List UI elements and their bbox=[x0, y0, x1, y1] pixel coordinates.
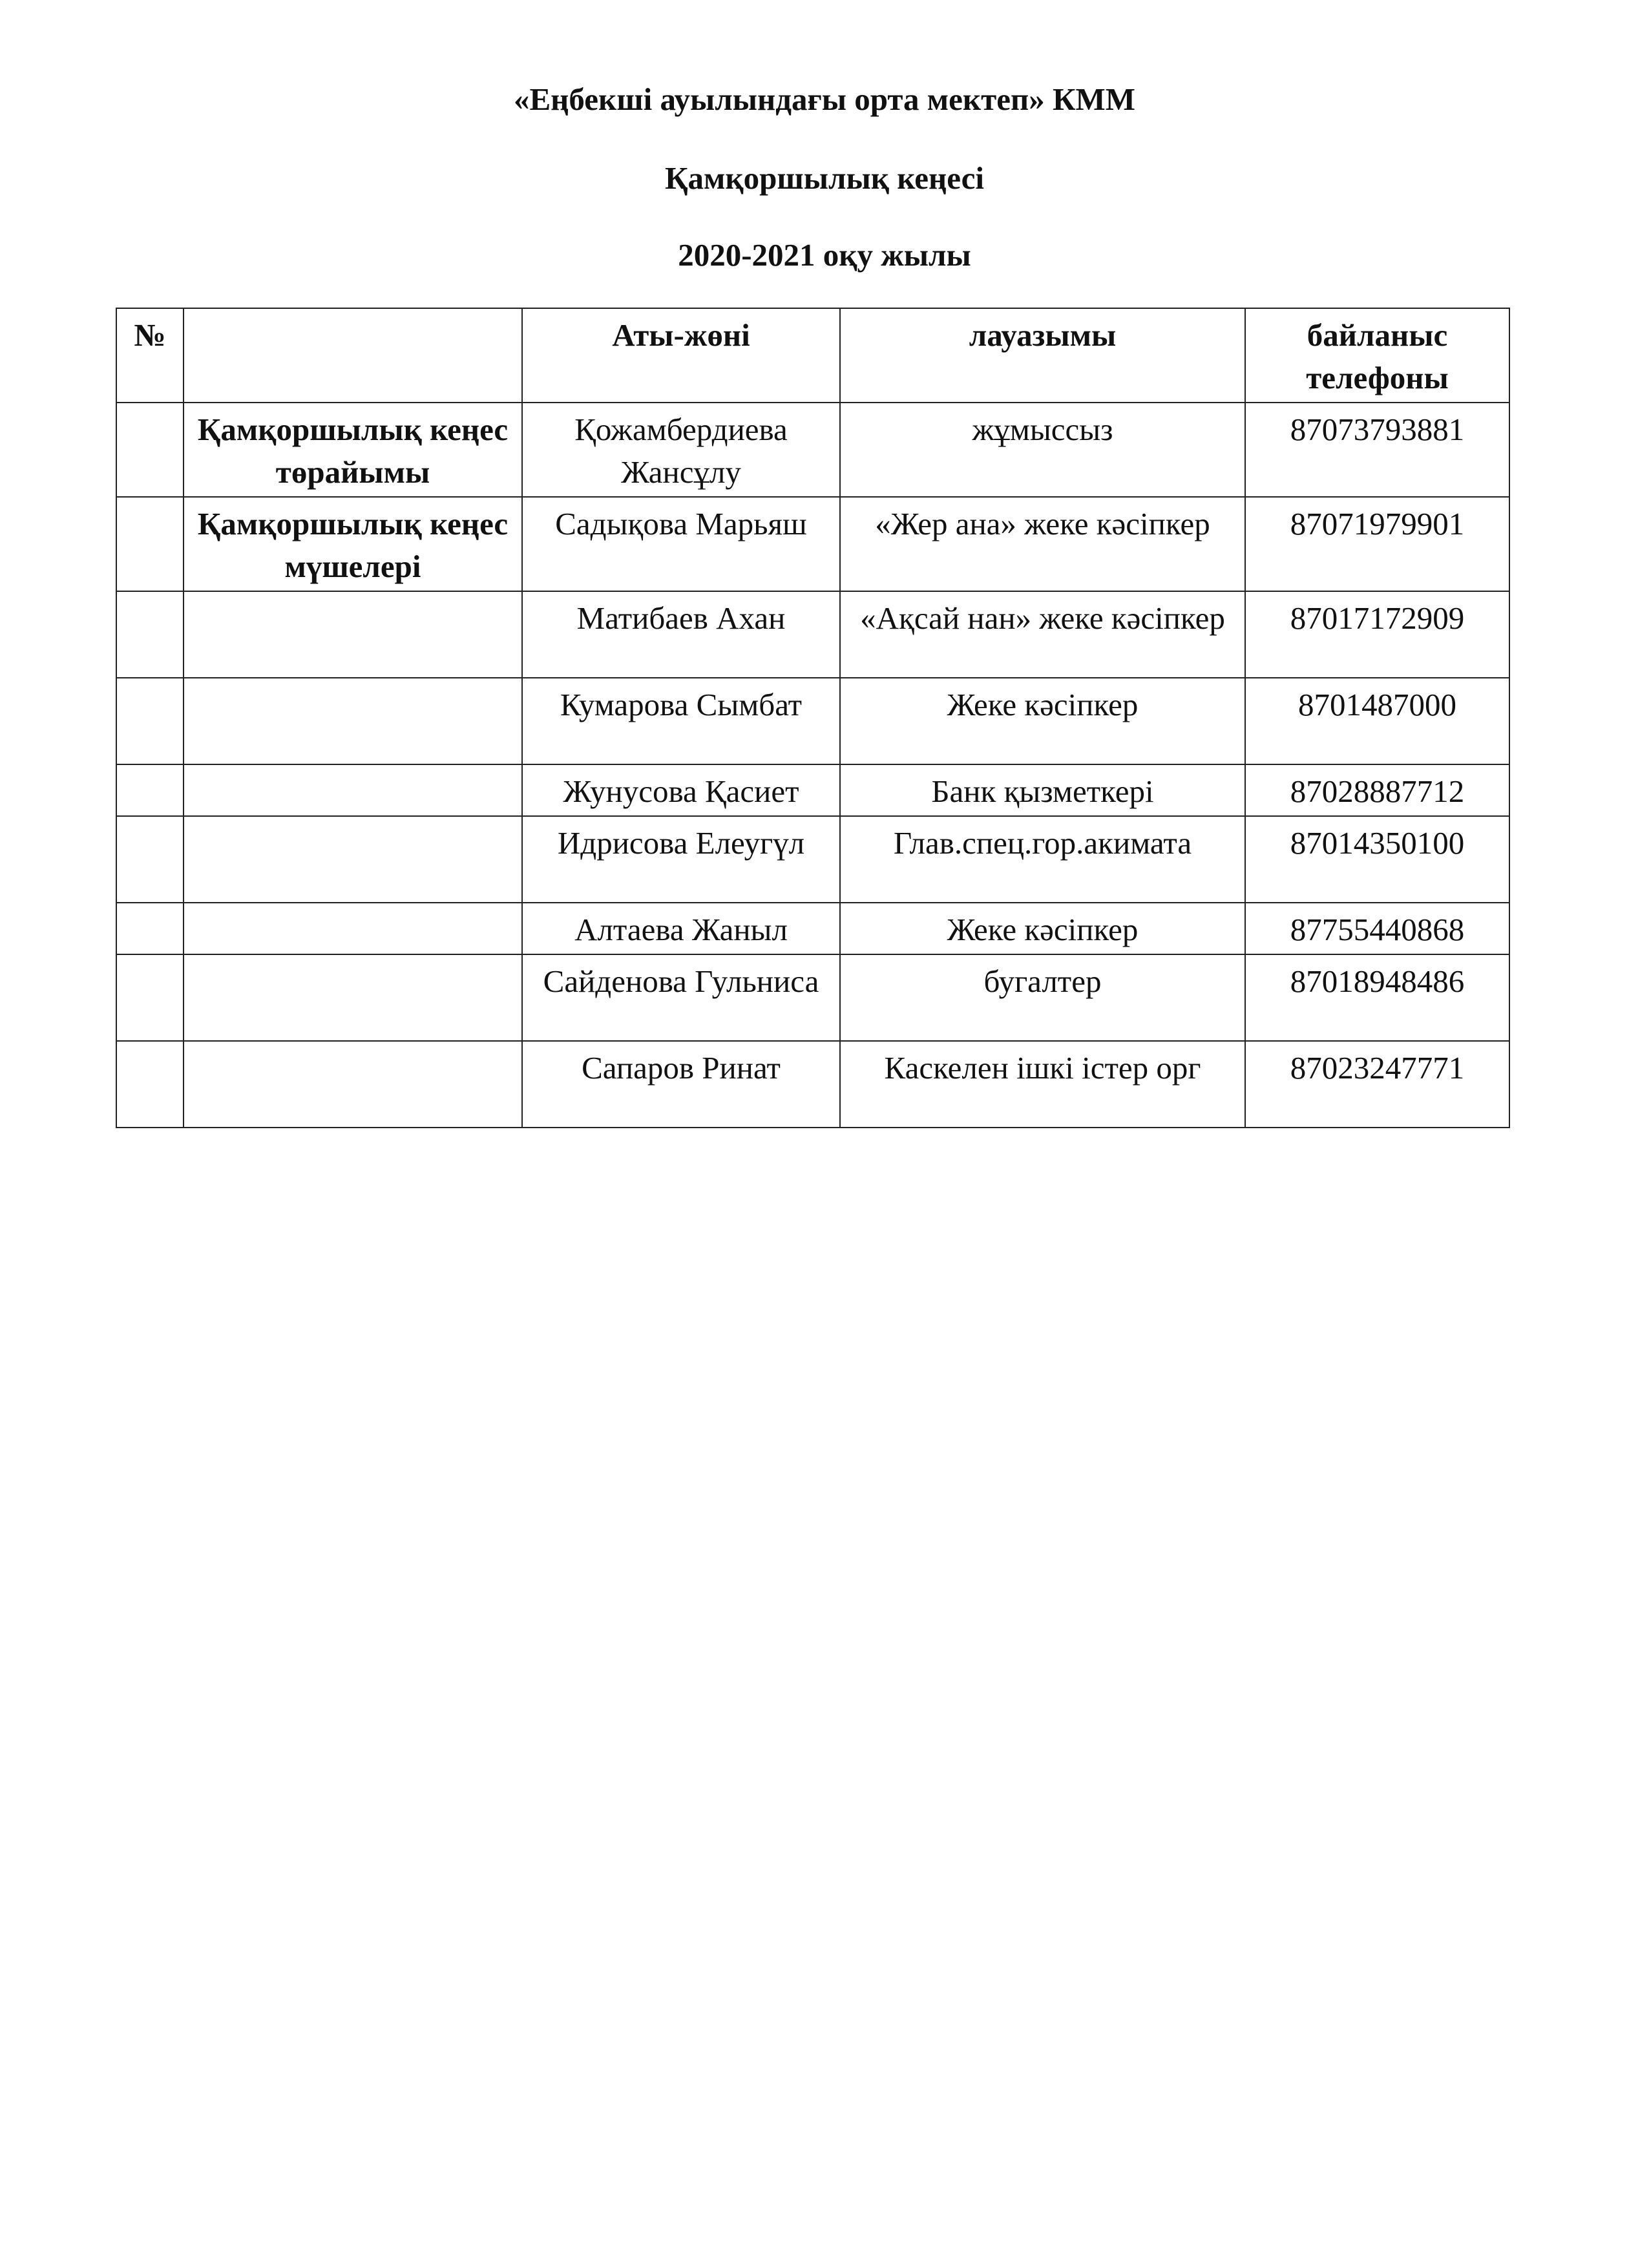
row-phone: 87014350100 bbox=[1245, 816, 1509, 903]
row-name: Қожамбердиева Жансұлу bbox=[522, 403, 840, 497]
row-role bbox=[184, 764, 522, 816]
row-role bbox=[184, 954, 522, 1041]
row-role bbox=[184, 1041, 522, 1128]
row-position: жұмыссыз bbox=[840, 403, 1245, 497]
row-position: Банк қызметкері bbox=[840, 764, 1245, 816]
row-position: Жеке кәсіпкер bbox=[840, 903, 1245, 954]
row-phone: 87023247771 bbox=[1245, 1041, 1509, 1128]
row-number bbox=[116, 816, 184, 903]
row-position: «Жер ана» жеке кәсіпкер bbox=[840, 497, 1245, 591]
row-phone: 87073793881 bbox=[1245, 403, 1509, 497]
document-title: «Еңбекші ауылындағы орта мектеп» КММ bbox=[514, 81, 1135, 117]
table-row bbox=[116, 764, 1509, 816]
table-row bbox=[116, 403, 1509, 497]
members-table bbox=[116, 308, 1510, 1128]
row-position: Глав.спец.гор.акимата bbox=[840, 816, 1245, 903]
row-number bbox=[116, 1041, 184, 1128]
table-row bbox=[116, 1041, 1509, 1128]
col-header-position: лауазымы bbox=[840, 308, 1245, 403]
row-name: Садықова Марьяш bbox=[522, 497, 840, 591]
row-role: Қамқоршылық кеңес төрайымы bbox=[184, 403, 522, 497]
council-heading: Қамқоршылық кеңесі bbox=[665, 160, 984, 196]
col-header-number: № bbox=[116, 308, 184, 403]
row-role bbox=[184, 591, 522, 678]
row-number bbox=[116, 678, 184, 764]
table-row bbox=[116, 497, 1509, 591]
row-position: Жеке кәсіпкер bbox=[840, 678, 1245, 764]
row-position: «Ақсай нан» жеке кәсіпкер bbox=[840, 591, 1245, 678]
row-name: Жунусова Қасиет bbox=[522, 764, 840, 816]
row-phone: 87017172909 bbox=[1245, 591, 1509, 678]
row-name: Кумарова Сымбат bbox=[522, 678, 840, 764]
table-header-row bbox=[116, 308, 1509, 403]
row-name: Идрисова Елеугүл bbox=[522, 816, 840, 903]
row-phone: 87028887712 bbox=[1245, 764, 1509, 816]
row-phone: 87755440868 bbox=[1245, 903, 1509, 954]
table-row bbox=[116, 954, 1509, 1041]
row-name: Матибаев Ахан bbox=[522, 591, 840, 678]
row-name: Сапаров Ринат bbox=[522, 1041, 840, 1128]
row-name: Сайденова Гульниса bbox=[522, 954, 840, 1041]
table-row bbox=[116, 816, 1509, 903]
row-position: Каскелен ішкі істер орг bbox=[840, 1041, 1245, 1128]
row-phone: 8701487000 bbox=[1245, 678, 1509, 764]
row-role: Қамқоршылық кеңес мүшелері bbox=[184, 497, 522, 591]
row-number bbox=[116, 954, 184, 1041]
row-position: бугалтер bbox=[840, 954, 1245, 1041]
row-number bbox=[116, 764, 184, 816]
table-row bbox=[116, 678, 1509, 764]
row-number bbox=[116, 403, 184, 497]
academic-year: 2020-2021 оқу жылы bbox=[678, 237, 971, 273]
row-name: Алтаева Жаныл bbox=[522, 903, 840, 954]
col-header-role bbox=[184, 308, 522, 403]
row-phone: 87071979901 bbox=[1245, 497, 1509, 591]
table-row bbox=[116, 903, 1509, 954]
row-number bbox=[116, 591, 184, 678]
row-number bbox=[116, 497, 184, 591]
row-role bbox=[184, 816, 522, 903]
row-role bbox=[184, 903, 522, 954]
row-role bbox=[184, 678, 522, 764]
col-header-name: Аты-жөні bbox=[522, 308, 840, 403]
col-header-phone: байланыс телефоны bbox=[1245, 308, 1509, 403]
row-phone: 87018948486 bbox=[1245, 954, 1509, 1041]
row-number bbox=[116, 903, 184, 954]
table-row bbox=[116, 591, 1509, 678]
